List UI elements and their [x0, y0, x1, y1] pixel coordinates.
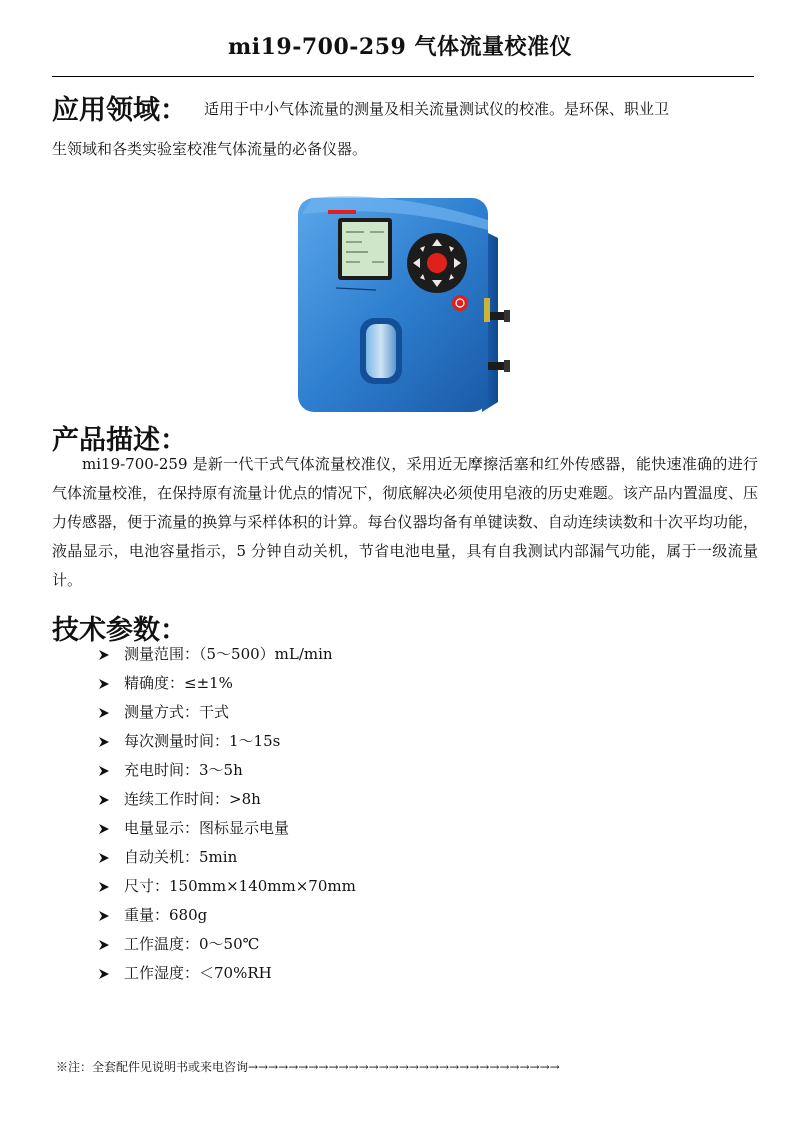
brand-logo	[328, 210, 356, 214]
arrowhead-icon	[98, 678, 110, 690]
application-text-line2: 生领域和各类实验室校准气体流量的必备仪器。	[52, 140, 368, 158]
spec-item-text: 每次测量时间：1～15s	[124, 732, 281, 750]
spec-item	[98, 814, 356, 843]
arrowhead-icon	[98, 794, 110, 806]
spec-item-text: 连续工作时间：>8h	[124, 790, 261, 808]
device-image	[292, 190, 512, 415]
ok-button	[427, 253, 447, 273]
page-title: mi19-700-259 气体流量校准仪	[227, 34, 573, 60]
arrowhead-icon	[98, 968, 110, 980]
arrowhead-icon	[98, 910, 110, 922]
spec-item-text: 重量：680g	[124, 906, 208, 924]
spec-item-text: 充电时间：3～5h	[124, 761, 243, 779]
spec-item-text: 测量方式：干式	[124, 703, 230, 721]
spec-item	[98, 959, 356, 988]
lcd-screen	[342, 222, 388, 276]
spec-item	[98, 727, 356, 756]
arrowhead-icon	[98, 852, 110, 864]
spec-item-text: 自动关机：5min	[124, 848, 238, 866]
spec-item-text: 测量范围：（5～500）mL/min	[124, 645, 333, 663]
spec-item	[98, 872, 356, 901]
power-icon	[452, 295, 468, 311]
inlet-nozzle	[488, 312, 506, 320]
spec-item-text: 电量显示：图标显示电量	[124, 819, 290, 837]
spec-item	[98, 843, 356, 872]
arrowhead-icon	[98, 939, 110, 951]
spec-item	[98, 930, 356, 959]
spec-item	[98, 698, 356, 727]
spec-item	[98, 901, 356, 930]
spec-item	[98, 669, 356, 698]
spec-item	[98, 785, 356, 814]
arrowhead-icon	[98, 881, 110, 893]
spec-list	[98, 640, 356, 988]
arrowhead-icon	[98, 736, 110, 748]
title-divider	[52, 76, 754, 77]
spec-item-text: 工作温度：0～50℃	[124, 935, 260, 953]
application-text-line1: 适用于中小气体流量的测量及相关流量测试仪的校准。是环保、职业卫	[204, 100, 670, 118]
footnote: ※注：全套配件见说明书或来电咨询→→→→→→→→→→→→→→→→→→→→→→→→→→→→→→→	[56, 1060, 560, 1074]
specs-heading: 技术参数：	[52, 615, 187, 646]
application-heading: 应用领域：	[52, 95, 187, 126]
arrowhead-icon	[98, 707, 110, 719]
arrowhead-icon	[98, 649, 110, 661]
piston-window	[366, 324, 396, 378]
spec-item-text: 精确度：≤±1%	[124, 674, 233, 692]
spec-item	[98, 640, 356, 669]
spec-item-text: 工作湿度：＜70%RH	[124, 964, 272, 982]
product-heading: 产品描述：	[52, 425, 187, 456]
arrowhead-icon	[98, 823, 110, 835]
outlet-nozzle	[488, 362, 506, 370]
spec-item-text: 尺寸：150mm×140mm×70mm	[124, 877, 356, 895]
arrowhead-icon	[98, 765, 110, 777]
product-description: mi19-700-259 是新一代干式气体流量校准仪，采用近无摩擦活塞和红外传感器，能快速准确的进行气体流量校准，在保持原有流量计优点的情况下，彻底解决必须使用皂液的历史难题。该产品内置温度、压力传感器，便于流量的换算与采样体积的计算。每台仪器均备有单键读数、自动连续读数和十次平均功能，液晶显示，电池容量指示，5 分钟自动关机，节省电池电量，具有自我测试内部漏气功能，属于一级流量计。	[52, 455, 758, 589]
spec-item	[98, 756, 356, 785]
